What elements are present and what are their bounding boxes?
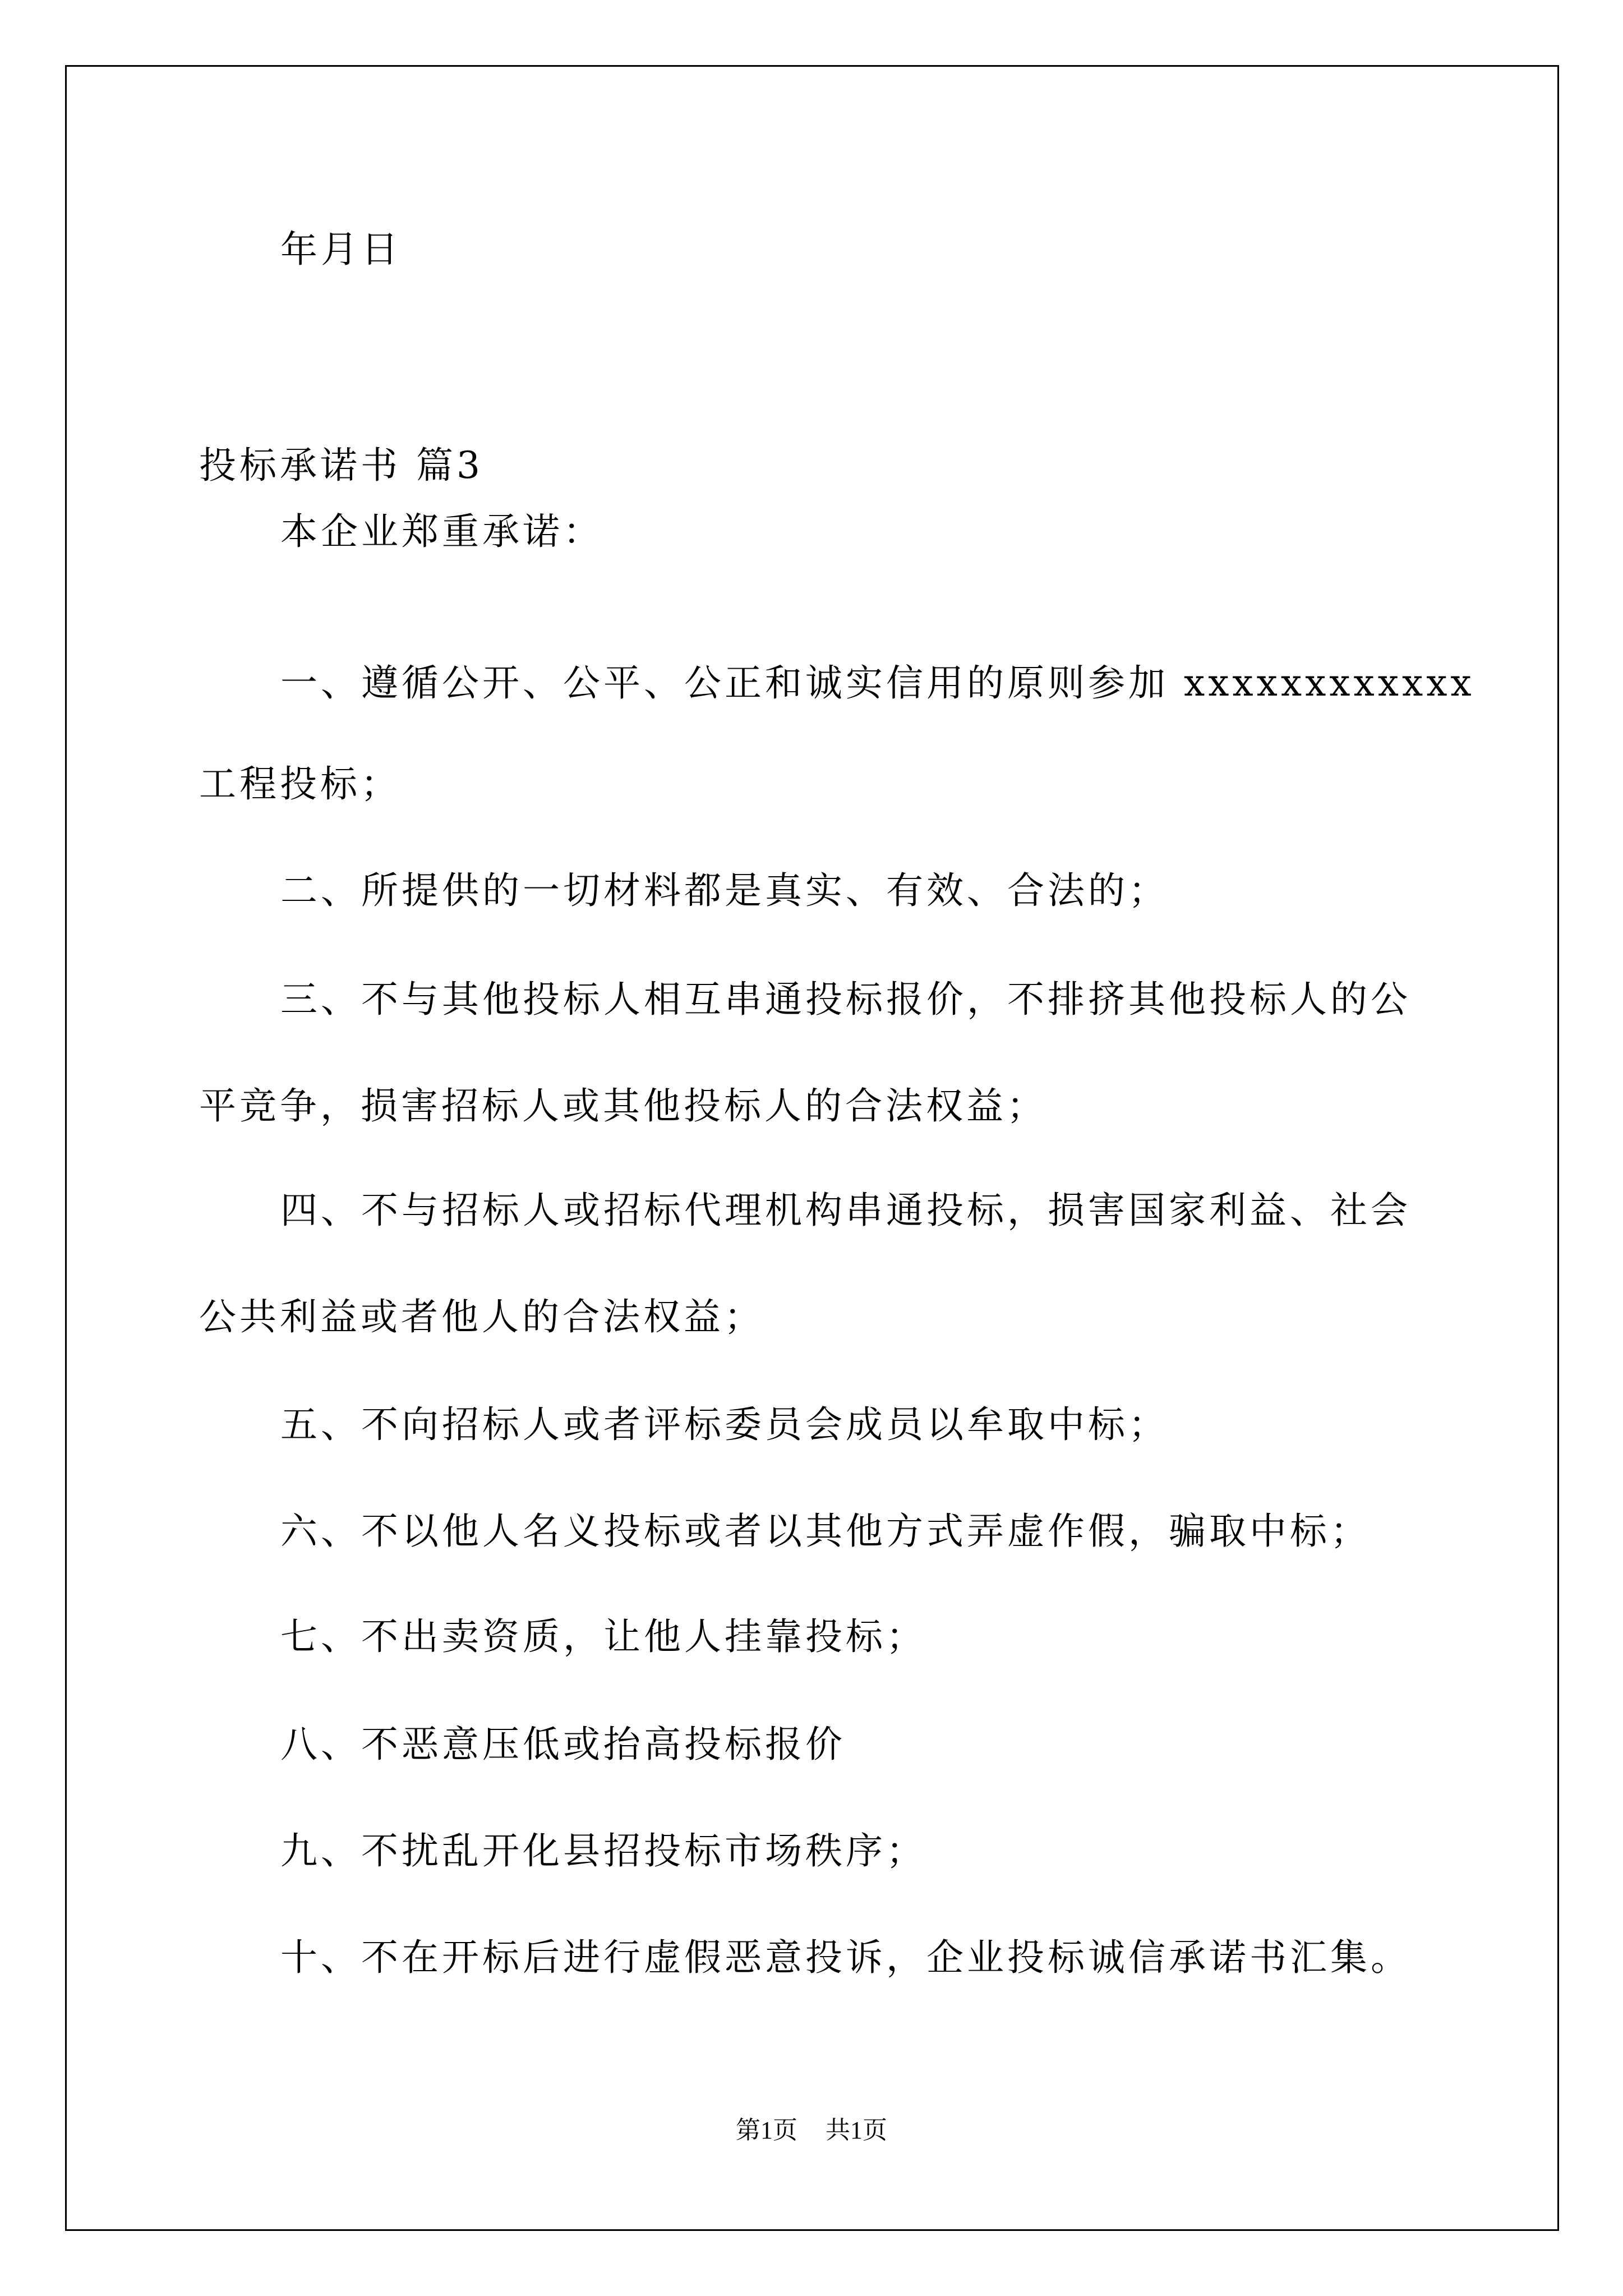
item-10: 十、不在开标后进行虚假恶意投诉，企业投标诚信承诺书汇集。: [280, 1936, 1411, 1979]
item-6: 六、不以他人名义投标或者以其他方式弄虚作假，骗取中标；: [280, 1510, 1371, 1553]
item-8: 八、不恶意压低或抬高投标报价: [280, 1723, 846, 1766]
page-total: 共1页: [826, 2116, 887, 2144]
date-line: 年月日: [280, 228, 402, 271]
item-3-cont: 平竞争，损害招标人或其他投标人的合法权益；: [199, 1084, 1047, 1128]
item-9: 九、不扰乱开化县招投标市场秩序；: [280, 1829, 926, 1872]
intro-line: 本企业郑重承诺：: [280, 510, 603, 553]
section-title: 投标承诺书 篇3: [199, 444, 483, 487]
item-2: 二、所提供的一切材料都是真实、有效、合法的；: [280, 869, 1169, 912]
page-border: [65, 65, 1559, 2231]
item-7: 七、不出卖资质，让他人挂靠投标；: [280, 1615, 926, 1658]
page-footer: [0, 2114, 1623, 2147]
item-1: 一、遵循公开、公平、公正和诚实信用的原则参加 xxxxxxxxxxxx: [280, 661, 1475, 705]
item-5: 五、不向招标人或者评标委员会成员以牟取中标；: [280, 1403, 1169, 1446]
item-3: 三、不与其他投标人相互串通投标报价，不排挤其他投标人的公: [280, 978, 1411, 1021]
item-4: 四、不与招标人或招标代理机构串通投标，损害国家利益、社会: [280, 1189, 1411, 1232]
page-number: 第1页: [736, 2116, 797, 2144]
item-4-cont: 公共利益或者他人的合法权益；: [199, 1295, 764, 1338]
item-1-cont: 工程投标；: [199, 762, 401, 806]
